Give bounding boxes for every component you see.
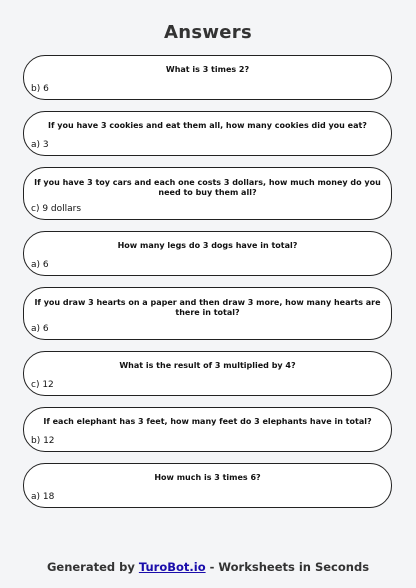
answer-list xyxy=(23,55,392,519)
answer-card xyxy=(23,463,392,508)
answer-text: a) 3 xyxy=(31,140,49,150)
answer-card xyxy=(23,111,392,156)
question-text: If you have 3 toy cars and each one costs 3 dollars, how much money do you need to buy them all? xyxy=(34,178,381,197)
question-text: If you have 3 cookies and eat them all, how many cookies did you eat? xyxy=(48,121,367,130)
question-text: What is the result of 3 multiplied by 4? xyxy=(119,361,296,370)
footer-prefix: Generated by xyxy=(46,560,139,574)
answer-text: c) 12 xyxy=(31,380,54,390)
question-text: If each elephant has 3 feet, how many feet do 3 elephants have in total? xyxy=(43,417,372,426)
answer-card xyxy=(23,407,392,452)
question-text: If you draw 3 hearts on a paper and then draw 3 more, how many hearts are there in total? xyxy=(34,298,381,317)
answer-text: c) 9 dollars xyxy=(31,204,82,214)
answer-card xyxy=(23,231,392,276)
answer-text: b) 6 xyxy=(31,84,49,94)
footer-suffix: - Worksheets in Seconds xyxy=(205,560,370,574)
question-text: How many legs do 3 dogs have in total? xyxy=(117,241,298,250)
answer-text: a) 6 xyxy=(31,260,49,270)
turobot-link[interactable]: TuroBot.io xyxy=(138,560,206,574)
answer-card xyxy=(23,167,392,220)
answer-text: a) 6 xyxy=(31,324,49,334)
answer-card xyxy=(23,287,392,340)
answer-card xyxy=(23,55,392,100)
page-title: Answers xyxy=(164,22,252,43)
answer-text: a) 18 xyxy=(31,492,55,502)
answer-text: b) 12 xyxy=(31,436,55,446)
footer xyxy=(0,560,416,574)
question-text: How much is 3 times 6? xyxy=(154,473,261,482)
answer-card xyxy=(23,351,392,396)
question-text: What is 3 times 2? xyxy=(165,65,250,74)
